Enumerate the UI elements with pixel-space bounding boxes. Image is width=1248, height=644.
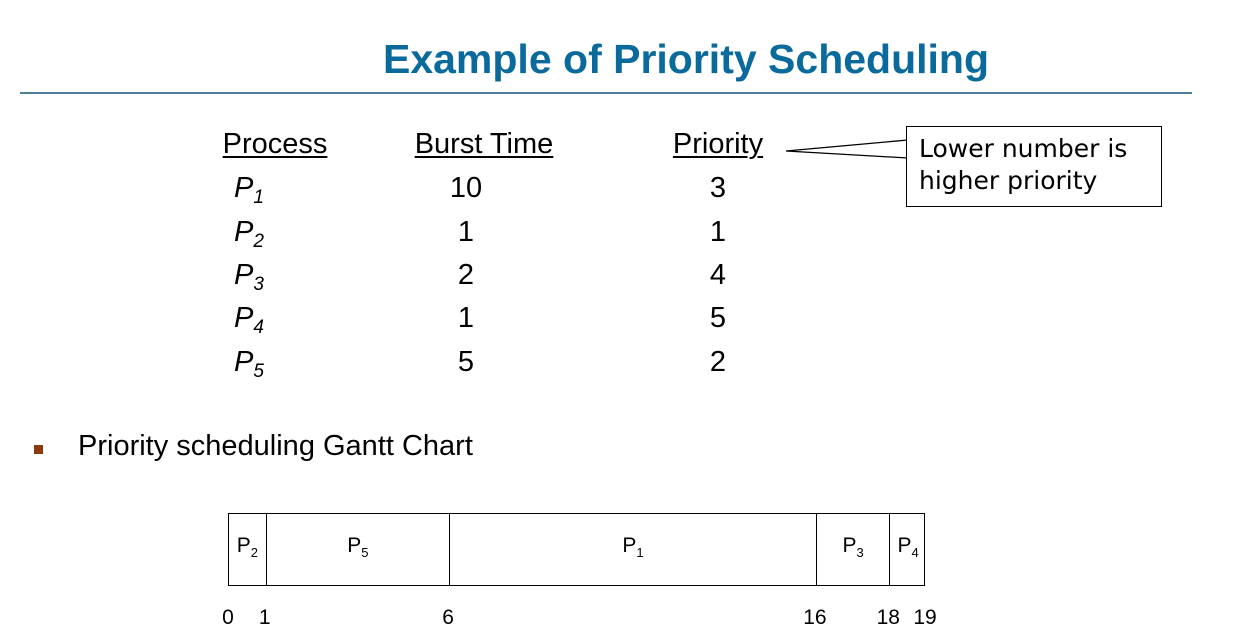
process-name: $P_4$ xyxy=(234,302,264,338)
title-divider xyxy=(20,92,1192,94)
gantt-segment xyxy=(266,514,449,585)
burst-time-value: 1 xyxy=(457,216,475,248)
slide-title: Example of Priority Scheduling xyxy=(382,36,989,82)
gantt-segment-label: $P_2$ xyxy=(236,534,258,560)
burst-time-value: 5 xyxy=(457,346,475,378)
gantt-segment-label: $P_4$ xyxy=(897,534,919,560)
priority-value: 5 xyxy=(709,302,727,334)
gantt-segment xyxy=(889,514,926,585)
gantt-tick-label: 1 xyxy=(258,606,271,629)
bullet-text: Priority scheduling Gantt Chart xyxy=(78,430,473,462)
gantt-segment-label: $P_1$ xyxy=(622,534,644,560)
burst-time-value: 10 xyxy=(449,172,483,204)
priority-value: 4 xyxy=(709,259,727,291)
gantt-segment-label: $P_3$ xyxy=(842,534,864,560)
gantt-tick-label: 6 xyxy=(442,606,454,629)
gantt-tick-label: 16 xyxy=(803,606,827,629)
process-name: $P_5$ xyxy=(234,346,264,382)
burst-time-value: 1 xyxy=(457,302,475,334)
priority-value: 1 xyxy=(709,216,727,248)
gantt-tick-label: 0 xyxy=(222,606,234,629)
bullet-square-icon xyxy=(34,445,43,454)
priority-value: 2 xyxy=(709,346,727,378)
process-name: $P_1$ xyxy=(234,172,264,208)
gantt-tick-label: 18 xyxy=(876,606,900,629)
burst-time-value: 2 xyxy=(457,259,475,291)
callout-line-1: Lower number is xyxy=(919,134,1128,163)
header-priority: Priority xyxy=(672,128,764,160)
gantt-segment xyxy=(816,514,889,585)
process-name: $P_2$ xyxy=(234,216,264,252)
gantt-chart xyxy=(228,513,925,586)
header-burst-time: Burst Time xyxy=(414,128,554,160)
priority-value: 3 xyxy=(709,172,727,204)
gantt-segment xyxy=(229,514,266,585)
gantt-segment xyxy=(449,514,816,585)
gantt-segment-label: $P_5$ xyxy=(347,534,369,560)
callout-box xyxy=(906,126,1162,207)
process-name: $P_3$ xyxy=(234,259,264,295)
header-process: Process xyxy=(222,128,328,160)
gantt-tick-label: 19 xyxy=(913,606,937,629)
callout-line-2: higher priority xyxy=(919,166,1098,195)
